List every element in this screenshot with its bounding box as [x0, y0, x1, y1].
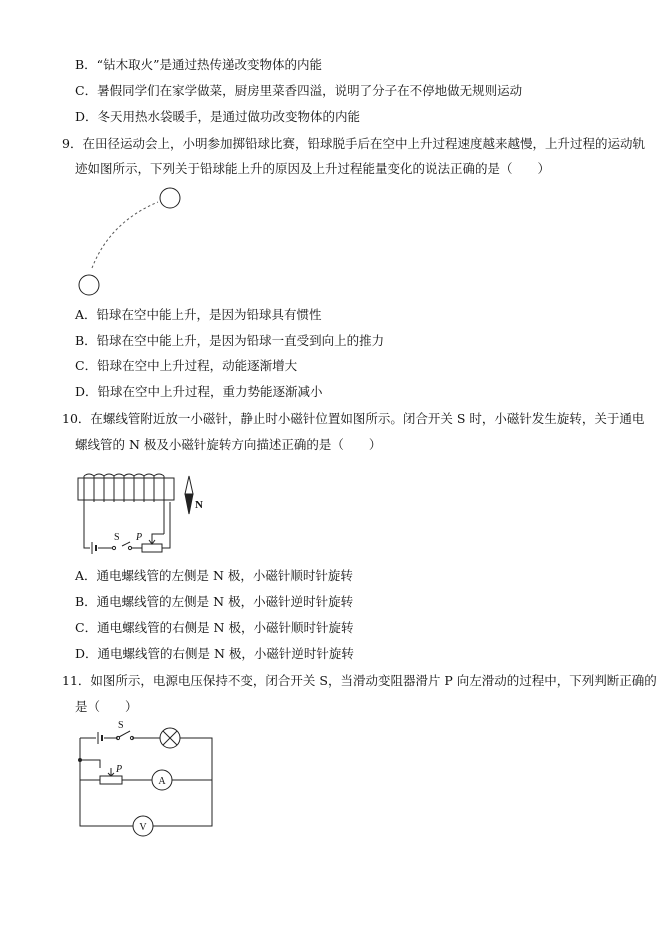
rheostat [142, 544, 162, 552]
battery-icon [98, 732, 102, 744]
solenoid-circuit-figure [70, 468, 220, 558]
slider-arrow-icon [149, 538, 155, 544]
ball-top [160, 188, 180, 208]
q9-option-c: C．铅球在空中上升过程，动能逐渐增大 [75, 358, 298, 373]
q9-option-b: B．铅球在空中能上升，是因为铅球一直受到向上的推力 [75, 333, 385, 348]
switch-contact-right [128, 546, 131, 549]
q9-stem-line1: 9．在田径运动会上，小明参加掷铅球比赛，铅球脱手后在空中上升过程速度越来越慢，上升过程的运动轨 [62, 136, 645, 151]
q10-option-d: D．通电螺线管的右侧是 N 极，小磁针逆时针旋转 [75, 646, 354, 661]
q11-stem-line1: 11．如图所示，电源电压保持不变，闭合开关 S，当滑动变阻器滑片 P 向左滑动的过程中，下列判断正确的 [62, 673, 657, 688]
q10-option-b: B．通电螺线管的左侧是 N 极，小磁针逆时针旋转 [75, 594, 354, 609]
q10-option-a: A．通电螺线管的左侧是 N 极，小磁针顺时针旋转 [75, 568, 353, 583]
magnetic-needle-icon [185, 476, 193, 514]
circuit-wires [84, 502, 170, 548]
ammeter-label: A [158, 776, 166, 787]
q8-option-c: C．暑假同学们在家学做菜，厨房里菜香四溢，说明了分子在不停地做无规则运动 [75, 83, 523, 98]
q8-option-b: B．“钻木取火”是通过热传递改变物体的内能 [75, 57, 322, 72]
voltmeter-label: V [139, 822, 147, 833]
battery-icon [92, 542, 96, 554]
slider-label: P [116, 764, 123, 775]
shot-put-trajectory-figure [70, 182, 190, 302]
rheostat-circuit-figure [70, 718, 220, 838]
switch-label: S [118, 720, 124, 731]
trajectory-dashed-path [92, 202, 158, 268]
rheostat [100, 776, 122, 784]
q10-stem-line2: 螺线管的 N 极及小磁针旋转方向描述正确的是（ ） [75, 437, 382, 452]
q9-option-a: A．铅球在空中能上升，是因为铅球具有惯性 [75, 307, 322, 322]
ball-bottom [79, 275, 99, 295]
q10-option-c: C．通电螺线管的右侧是 N 极，小磁针顺时针旋转 [75, 620, 354, 635]
q11-stem-line2: 是（ ） [75, 699, 138, 714]
q9-stem-line2: 迹如图所示，下列关于铅球能上升的原因及上升过程能量变化的说法正确的是（ ） [75, 161, 551, 176]
switch-contact-left [112, 546, 115, 549]
slider-arrow-icon [108, 768, 114, 776]
q9-option-d: D．铅球在空中上升过程，重力势能逐渐减小 [75, 384, 323, 399]
switch-blade [119, 731, 130, 737]
lamp-icon [160, 728, 180, 748]
q8-option-d: D．冬天用热水袋暖手，是通过做功改变物体的内能 [75, 109, 361, 124]
needle-north-label: N [195, 499, 203, 511]
switch-label: S [114, 532, 120, 543]
q10-stem-line1: 10．在螺线管附近放一小磁针，静止时小磁针位置如图所示。闭合开关 S 时，小磁针发生旋转，关于通电 [62, 411, 645, 426]
solenoid-core [78, 478, 174, 500]
junction-dot [78, 758, 82, 762]
slider-label: P [136, 532, 143, 543]
